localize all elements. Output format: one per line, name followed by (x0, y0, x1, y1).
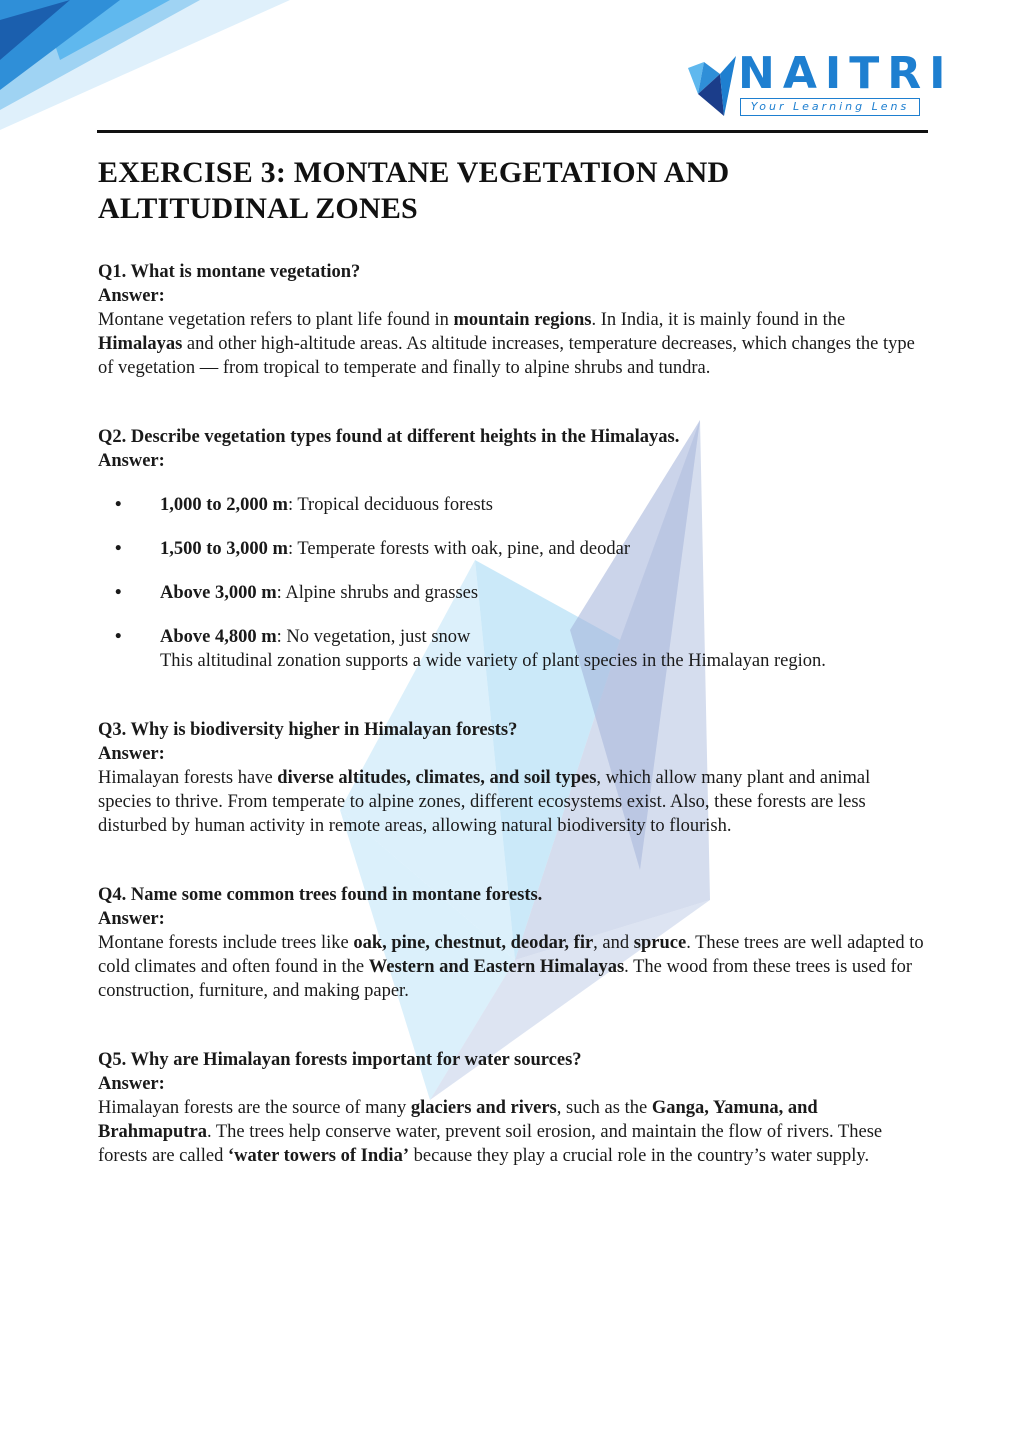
answer-label: Answer: (98, 286, 165, 306)
corner-decoration (0, 0, 290, 130)
list-item: • Above 4,800 m: No vegetation, just snow This altitudinal zonation supports a wide variety of plant species in the Himalayan region. (115, 627, 826, 671)
list-item: • 1,000 to 2,000 m: Tropical deciduous forests (115, 495, 493, 515)
logo-tagline: Your Learning Lens (740, 98, 920, 116)
qa-block-4 (98, 883, 928, 1003)
logo-mark-icon (684, 54, 740, 118)
answer-1: Montane vegetation refers to plant life found in mountain regions. In India, it is mainly found in the Himalayas and other high-altitude areas. As altitude increases, temperature decreases, which changes the type of vegetation — from tropical to temperate and finally to alpine shrubs and tundra. (98, 310, 915, 378)
question-5: Q5. Why are Himalayan forests important for water sources? (98, 1050, 582, 1070)
answer-label: Answer: (98, 1074, 165, 1094)
bullet-icon: • (115, 627, 122, 647)
qa-block-5 (98, 1048, 928, 1168)
answer-label: Answer: (98, 744, 165, 764)
answer-4: Montane forests include trees like oak, pine, chestnut, deodar, fir, and spruce. These trees are well adapted to cold climates and often found in the Western and Eastern Himalayas. The wood from these trees is used for construction, furniture, and making paper. (98, 933, 924, 1001)
page-title: EXERCISE 3: MONTANE VEGETATION AND ALTITUDINAL ZONES (98, 156, 730, 225)
question-1: Q1. What is montane vegetation? (98, 262, 361, 282)
bullet-icon: • (115, 495, 122, 515)
answer-label: Answer: (98, 451, 165, 471)
logo-wordmark: NAITRI (738, 48, 954, 99)
question-3: Q3. Why is biodiversity higher in Himalayan forests? (98, 720, 518, 740)
zonation-note: This altitudinal zonation supports a wide variety of plant species in the Himalayan region. (160, 651, 826, 671)
qa-block-2 (98, 425, 928, 673)
header-divider (97, 130, 928, 133)
bullet-icon: • (115, 539, 122, 559)
document-body (98, 155, 928, 1168)
list-item: • 1,500 to 3,000 m: Temperate forests with oak, pine, and deodar (115, 539, 630, 559)
list-item: • Above 3,000 m: Alpine shrubs and grasses (115, 583, 479, 603)
answer-label: Answer: (98, 909, 165, 929)
question-2: Q2. Describe vegetation types found at different heights in the Himalayas. (98, 427, 680, 447)
qa-block-1 (98, 260, 928, 380)
answer-3: Himalayan forests have diverse altitudes, climates, and soil types, which allow many plant and animal species to thrive. From temperate to alpine zones, different ecosystems exist. Also, these forests are less disturbed by human activity in remote areas, allowing natural biodiversity to flourish. (98, 768, 871, 836)
altitude-zone-list (98, 493, 928, 673)
naitri-logo (684, 48, 954, 122)
answer-5: Himalayan forests are the source of many glaciers and rivers, such as the Ganga, Yamuna, and Brahmaputra. The trees help conserve water, prevent soil erosion, and maintain the flow of rivers. These forests are called ‘water towers of India’ because they play a crucial role in the country’s water supply. (98, 1098, 883, 1166)
question-4: Q4. Name some common trees found in montane forests. (98, 885, 543, 905)
bullet-icon: • (115, 583, 122, 603)
qa-block-3 (98, 718, 928, 838)
